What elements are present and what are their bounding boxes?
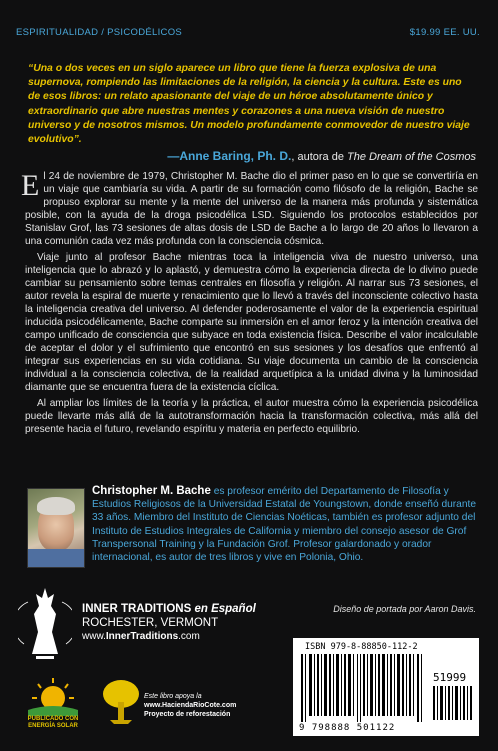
price-label: $19.99 EE. UU. [409, 27, 480, 38]
publisher-name: INNER TRADITIONS en Español [82, 603, 256, 615]
drop-cap: E [21, 169, 40, 202]
description-paragraph-1 [21, 169, 478, 248]
top-bar [16, 27, 480, 38]
reforestation-tree-icon [100, 676, 142, 726]
publisher-logo-icon [18, 584, 72, 662]
ean-barcode-icon [301, 654, 425, 722]
quote-author-suffix: , autora de [291, 151, 347, 163]
description-paragraph-3: Al ampliar los límites de la teoría y la práctica, el autor muestra cómo la experiencia psicodélica puede llevarte más allá de la autotransformación hacia la transformación colectiva, más allá del presente hacia el futuro, revelando espíritu y materia en perfecto equilibrio. [25, 398, 478, 436]
quote-book-title: The Dream of the Cosmos [347, 151, 476, 163]
description-paragraph-2: Viaje junto al profesor Bache mientras toca la inteligencia viva de nuestro universo, una inteligencia que lo abrazó y lo aplastó, y demuestra cómo la experiencia directa de lo divino puede cambiar su pensamiento sobre temas centrales en filosofía y religión. Al narrar sus 73 sesiones, el autor revela la espiral de muerte y renacimiento que lo llevó a través del inconsciente colectivo hasta la inteligencia creativa del universo. Al defender poderosamente el valor de la experiencia espiritual inducida psicodélicamente, Bache comparte su inmersión en el amor feroz y la intención creativa del campo unificado de consciencia que subyace en toda existencia física. Describe el valor incalculable de aceptar el dolor y el sufrimiento que encontró en sus sesiones y los desafíos que enfrentó al integrar sus experiencias en su vida cotidiana. Su viaje documenta un cambio de la consciencia individual a la consciencia colectiva, de la realidad arquetípica a la unidad divina y la luminosidad diamante que se encuentra fuera de la existencia cíclica. [25, 252, 478, 393]
publisher-location: ROCHESTER, VERMONT [82, 617, 219, 629]
isbn-text: ISBN 979-8-88850-112-2 [305, 642, 418, 652]
author-bio [92, 485, 478, 564]
author-name: Christopher M. Bache [92, 485, 211, 497]
price-barcode-icon [433, 686, 473, 720]
quote-attribution [167, 149, 476, 163]
publisher-url[interactable]: www.InnerTraditions.com [82, 631, 200, 642]
barcode [293, 638, 479, 736]
price-code: 51999 [433, 671, 467, 684]
publisher-info [82, 602, 256, 644]
cover-design-credit: Diseño de portada por Aaron Davis. [333, 604, 476, 614]
solar-energy-text: PUBLICADO CON ENERGÍA SOLAR [27, 716, 79, 729]
author-bio-text: es profesor emérito del Departamento de Filosofía y Estudios Religiosos de la Universidad Estatal de Youngstown, donde enseñó durante 33 años. Miembro del Instituto de Ciencias Noéticas, también es profesor adjunto del Instituto de Estudios Integrales de California y miembro del consejo asesor de Grof Transpersonal Training y la Fundación Grof. Profesor galardonado y orador internacional, es autor de tres libros y vive en Polonia, Ohio. [92, 486, 476, 564]
author-photo [27, 488, 85, 568]
book-description [21, 169, 478, 441]
category-label: ESPIRITUALIDAD / PSICODÉLICOS [16, 27, 183, 38]
reforestation-text: Este libro apoya la www.HaciendaRioCote.com Proyecto de reforestación [144, 693, 237, 718]
barcode-digits: 9 798888 501122 [299, 723, 396, 733]
reforestation-url[interactable]: www.HaciendaRioCote.com [144, 702, 237, 709]
endorsement-quote: “Una o dos veces en un siglo aparece un libro que tiene la fuerza explosiva de una supernova, rompiendo las limitaciones de la religión, la ciencia y la cultura. Este es uno de esos libros: un relato apasionante del viaje de un héroe absolutamente único y extraordinario que abre nuestras mentes y corazones a una nueva visión de nuestro universo y de nosotros mismos. Un modelo profundamente conmovedor de nuestro viaje evolutivo”. [28, 63, 470, 146]
paragraph-1-text: l 24 de noviembre de 1979, Christopher M. Bache dio el primer paso en lo que se convertiría en un viaje que cambiaría su vida. A partir de su formación como filósofo de la religión, Bache se propuso explorar su mente y la mente del universo de la manera más profunda y sistemática posible, con la ayuda de la droga psicodélica LSD. Siguiendo los protocolos establecidos por Stanislav Grof, las 73 sesiones de altas dosis de LSD de Bache a lo largo de 20 años lo llevaron a una comunión cada vez más profunda con la consciencia cósmica. [25, 171, 478, 247]
quote-author: —Anne Baring, Ph. D. [167, 149, 292, 163]
